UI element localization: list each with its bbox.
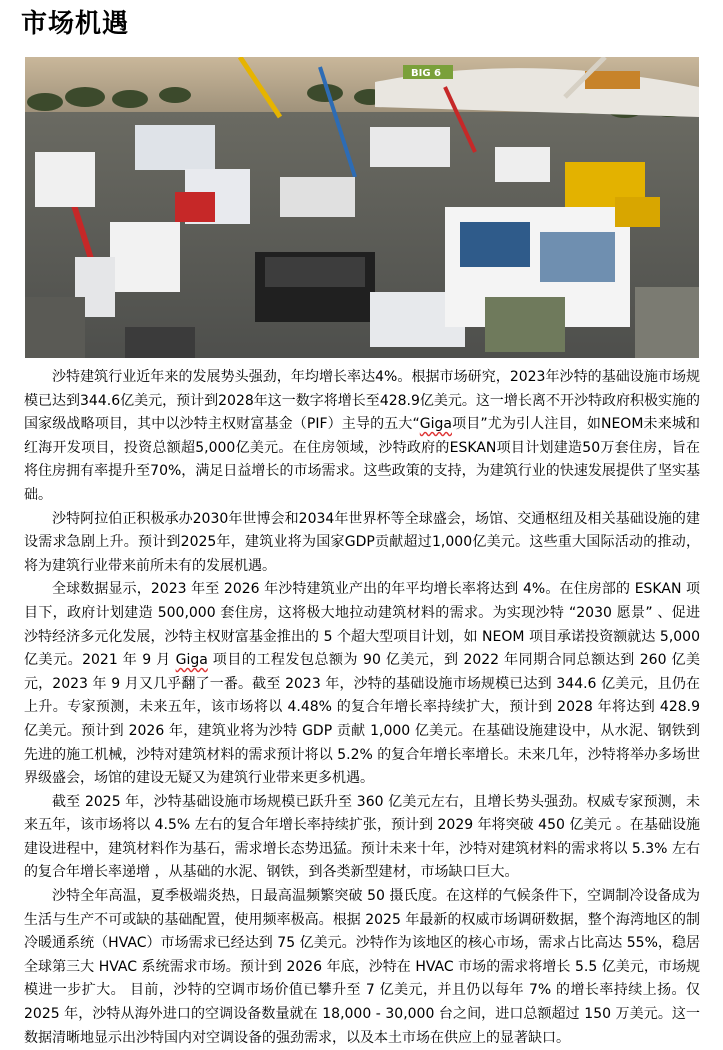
exhibition-photo-icon [25,57,699,358]
banner-text: BIG 6 [411,68,441,79]
paragraph: 沙特建筑行业近年来的发展势头强劲，年均增长率达4%。根据市场研究，2023年沙特的基础设施市场规模已达到344.6亿美元，预计到2028年这一数字将增长至428.9亿美元。这一增长离不开沙特政府积极实施的国家级战略项目，其中以沙特主权财富基金（PIF）主导的五大“Giga项目”尤为引人注目，如NEOM未来城和红海开发项目，投资总额超5,000亿美元。在住房领域，沙特政府的ESKAN项目计划建造50万套住房，旨在将住房拥有率提升至70%，满足日益增长的市场需求。这些政策的支持，为建筑行业的快速发展提供了坚实基础。 [24,369,700,503]
paragraph: 沙特阿拉伯正积极承办2030年世博会和2034年世界杯等全球盛会，场馆、交通枢纽及相关基础设施的建设需求急剧上升。预计到2025年，建筑业将为国家GDP贡献超过1,000亿美元。这些重大国际活动的推动，将为建筑行业带来前所未有的发展机遇。 [24,510,700,574]
exhibition-photo [25,57,699,358]
paragraph: 全球数据显示，2023 年至 2026 年沙特建筑业产出的年平均增长率将达到 4%。在住房部的 ESKAN 项目下，政府计划建造 500,000 套住房，这将极大地拉动建筑材料的需求。为实现沙特 “2030 愿景” 、促进沙特经济多元化发展，沙特主权财富基金推出的 5 个超大型项目计划，如 NEOM 项目承诺投资额就达 5,000 亿美元。2021 年 9 月 Giga 项目的工程发包总额为 90 亿美元，到 2022 年同期合同总额达到 260 亿美元，2023 年 9 月又几乎翻了一番。截至 2023 年，沙特的基础设施市场规模已达到 344.6 亿美元，且仍在上升。专家预测，未来五年，该市场将以 4.48% 的复合年增长率持续扩大，预计到 2028 年将达到 428.9 亿美元。预计到 2026 年，建筑业将为沙特 GDP 贡献 1,000 亿美元。在基础设施建设中，从水泥、钢铁到先进的施工机械，沙特对建筑材料的需求预计将以 5.2% 的复合年增长率增长。未来几年，沙特将举办多场世界级盛会，场馆的建设无疑又为建筑行业带来更多机遇。 [24,581,700,787]
article-body [24,366,700,1050]
paragraph: 截至 2025 年，沙特基础设施市场规模已跃升至 360 亿美元左右，且增长势头强劲。权威专家预测，未来五年，该市场将以 4.5% 左右的复合年增长率持续扩张，预计到 2029 年将突破 450 亿美元 。在基础设施建设进程中，建筑材料作为基石，需求增长态势迅猛。预计未来十年，沙特对建筑材料的需求将以 5.3% 左右的复合年增长率递增 ，从基础的水泥、钢铁，到各类新型建材，市场缺口巨大。 [24,793,700,881]
paragraph: 沙特全年高温，夏季极端炎热，日最高温频繁突破 50 摄氏度。在这样的气候条件下，空调制冷设备成为生活与生产不可或缺的基础配置，使用频率极高。根据 2025 年最新的权威市场调研数据，整个海湾地区的制冷暖通系统（HVAC）市场需求已经达到 75 亿美元。沙特作为该地区的核心市场，需求占比高达 55%，稳居全球第三大 HVAC 系统需求市场。预计到 2026 年底，沙特在 HVAC 市场的需求将增长 5.5 亿美元，市场规模进一步扩大。 目前，沙特的空调市场价值已攀升至 7 亿美元，并且仍以每年 7% 的增长率持续上扬。仅 2025 年，沙特从海外进口的空调设备数量就在 18,000 - 30,000 台之间，进口总额超过 150 万美元。这一数据清晰地显示出沙特国内对空调设备的强劲需求，以及本土市场在供应上的显著缺口。 [24,888,700,1046]
page-title: 市场机遇 [21,9,130,39]
